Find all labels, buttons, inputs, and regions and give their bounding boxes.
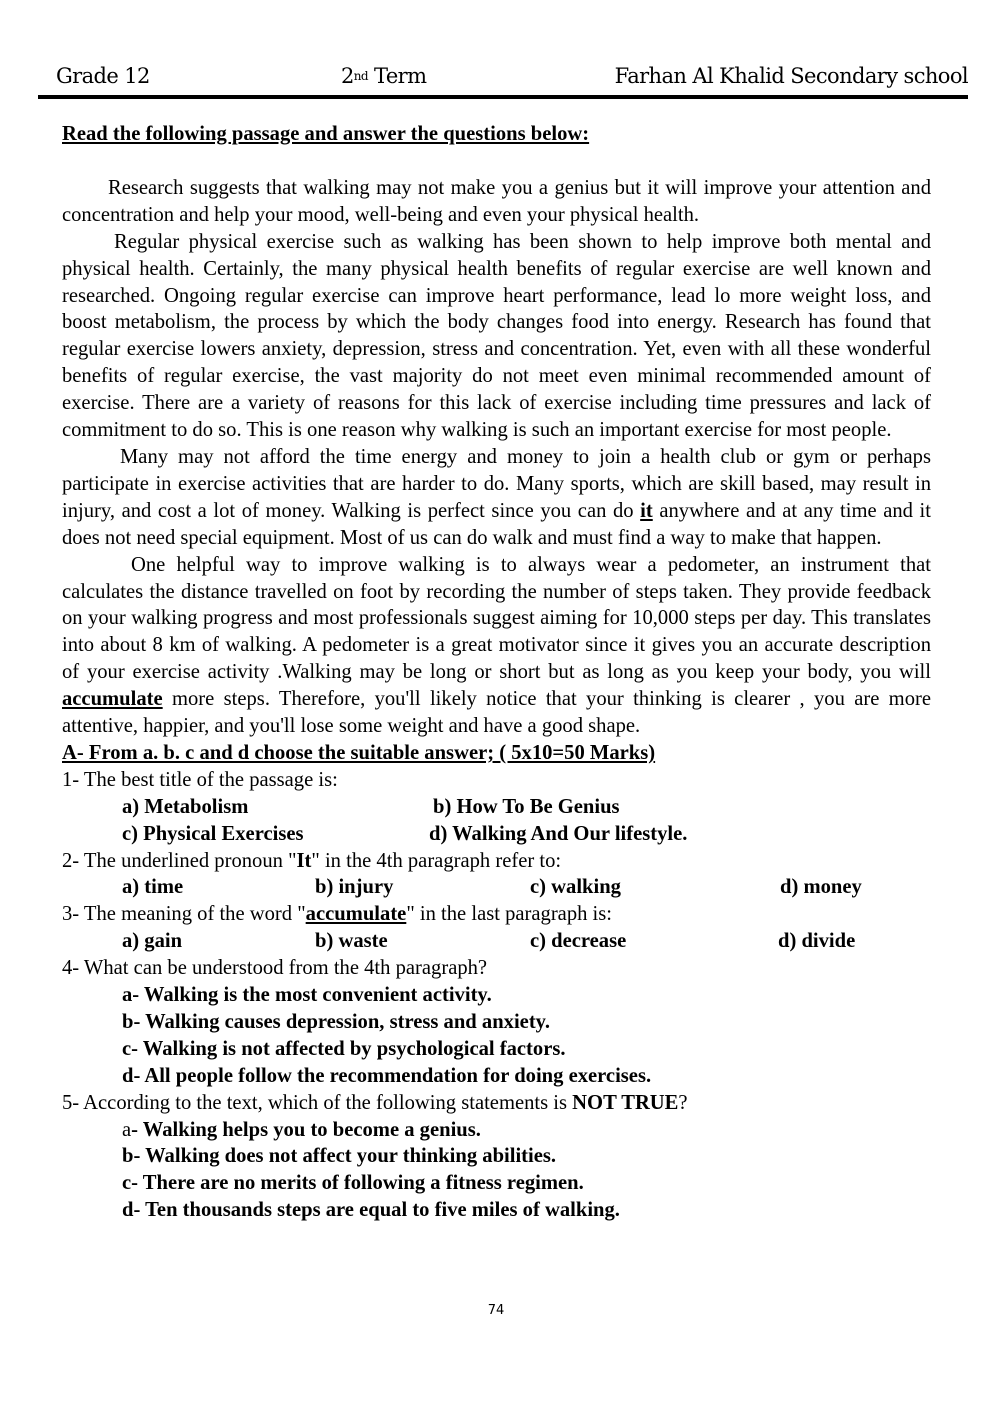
question-1: 1- The best title of the passage is: <box>62 768 338 791</box>
p4-text-after: more steps. Therefore, you'll likely notice that your thinking is clearer , you are more attentive, happier, and you'll lose some weight and have a good shape. <box>62 688 931 738</box>
question-2 <box>62 848 931 875</box>
question-1-option-d: d) Walking And Our lifestyle. <box>429 822 688 845</box>
question-2-option-c: c) walking <box>530 876 621 899</box>
passage-paragraph-3 <box>62 444 931 552</box>
header-school-name: Farhan Al Khalid Secondary school <box>614 64 968 88</box>
instructions-heading: Read the following passage and answer the questions below: <box>62 123 590 145</box>
page-number: 74 <box>487 1303 505 1318</box>
question-5-bold-phrase: NOT TRUE <box>572 1091 679 1114</box>
question-4-option-b: b- Walking causes depression, stress and anxiety. <box>122 1010 550 1033</box>
p3-text-after: anywhere and at any time and it does not need special equipment. Most of us can do walk and must find a way to make that happen. <box>62 499 931 549</box>
question-3-option-c: c) decrease <box>530 930 627 953</box>
question-1-options-row-1 <box>62 794 931 821</box>
p4-text-before: One helpful way to improve walking is to always wear a pedometer, an instrument that calculates the distance travelled on foot by recording the number of steps taken. They provide feedback on your walking progress and most professionals suggest aiming for 10,000 steps per day. This translates into about 8 km of walking. A pedometer is a great motivator since it gives you an accurate description of your exercise activity .Walking may be long or short but as long as you keep your body, you will <box>62 553 931 684</box>
question-5-option-a-letter: a <box>122 1118 132 1141</box>
question-2-text-after: " in the 4th paragraph refer to: <box>311 849 562 872</box>
question-5-option-b: b- Walking does not affect your thinking abilities. <box>122 1145 557 1168</box>
question-5-option-d: d- Ten thousands steps are equal to five miles of walking. <box>122 1199 620 1222</box>
header-term <box>341 64 426 88</box>
p4-underlined-word: accumulate <box>62 688 163 711</box>
question-4-option-c: c- Walking is not affected by psychological factors. <box>122 1037 566 1060</box>
question-4-option-a: a- Walking is the most convenient activity. <box>122 984 492 1007</box>
p3-text-before: Many may not afford the time energy and money to join a health club or gym or perhaps participate in exercise activities that are harder to do. Many sports, which are skill based, may result in injury, and cost a lot of money. Walking is perfect since you can do <box>62 445 931 522</box>
question-1-option-b: b) How To Be Genius <box>433 795 620 818</box>
question-1-option-a: a) Metabolism <box>122 795 249 818</box>
question-2-option-b: b) injury <box>315 876 394 899</box>
page-header <box>38 60 968 92</box>
question-1-options-row-2 <box>62 821 931 848</box>
question-2-bold-word: It <box>296 849 312 872</box>
question-3-options <box>62 928 931 955</box>
question-3-option-d: d) divide <box>778 930 856 953</box>
question-5-option-a-text: - Walking helps you to become a genius. <box>131 1118 481 1141</box>
question-3-option-b: b) waste <box>315 930 388 953</box>
question-2-text-before: 2- The underlined pronoun " <box>62 849 297 872</box>
question-5 <box>62 1090 931 1117</box>
question-5-text-after: ? <box>678 1091 688 1114</box>
question-3 <box>62 901 931 928</box>
question-3-underlined-word: accumulate <box>305 903 407 926</box>
question-5-option-c: c- There are no merits of following a fitness regimen. <box>122 1172 584 1195</box>
question-2-options <box>62 874 931 901</box>
header-divider <box>38 95 968 99</box>
section-a-title: A- From a. b. c and d choose the suitable answer; ( 5x10=50 Marks) <box>62 741 656 764</box>
question-2-option-a: a) time <box>122 876 184 899</box>
passage-paragraph-2: Regular physical exercise such as walking has been shown to help improve both mental and physical health. Certainly, the many physical health benefits of regular exercise are well known and researched. Ongoing regular exercise can improve heart performance, lead lo more weight loss, and boost metabolism, the process by which the body changes food into energy. Research has found that regular exercise lowers anxiety, depression, stress and concentration. Yet, even with all these wonderful benefits of regular exercise, the vast majority do not meet even minimal recommended amount of exercise. There are a variety of reasons for this lack of exercise including time pressures and lack of commitment to do so. This is one reason why walking is such an important exercise for most people. <box>62 230 931 442</box>
term-word: Term <box>367 64 427 88</box>
question-5-option-a <box>62 1117 931 1144</box>
question-3-text-after: " in the last paragraph is: <box>406 903 613 926</box>
question-4: 4- What can be understood from the 4th paragraph? <box>62 957 488 980</box>
question-3-option-a: a) gain <box>122 930 183 953</box>
question-4-option-d: d- All people follow the recommendation for doing exercises. <box>122 1064 652 1087</box>
p3-underlined-pronoun: it <box>640 499 653 522</box>
question-2-option-d: d) money <box>780 876 862 899</box>
question-3-text-before: 3- The meaning of the word " <box>62 903 306 926</box>
document-body <box>62 121 931 1224</box>
header-grade: Grade 12 <box>56 64 150 88</box>
term-suffix: nd <box>353 69 368 83</box>
term-number: 2 <box>341 64 354 88</box>
question-5-text-before: 5- According to the text, which of the following statements is <box>62 1091 573 1114</box>
passage-paragraph-1: Research suggests that walking may not make you a genius but it will improve your attention and concentration and help your mood, well-being and even your physical health. <box>62 176 931 226</box>
passage-paragraph-4 <box>62 552 931 740</box>
question-1-option-c: c) Physical Exercises <box>122 822 304 845</box>
